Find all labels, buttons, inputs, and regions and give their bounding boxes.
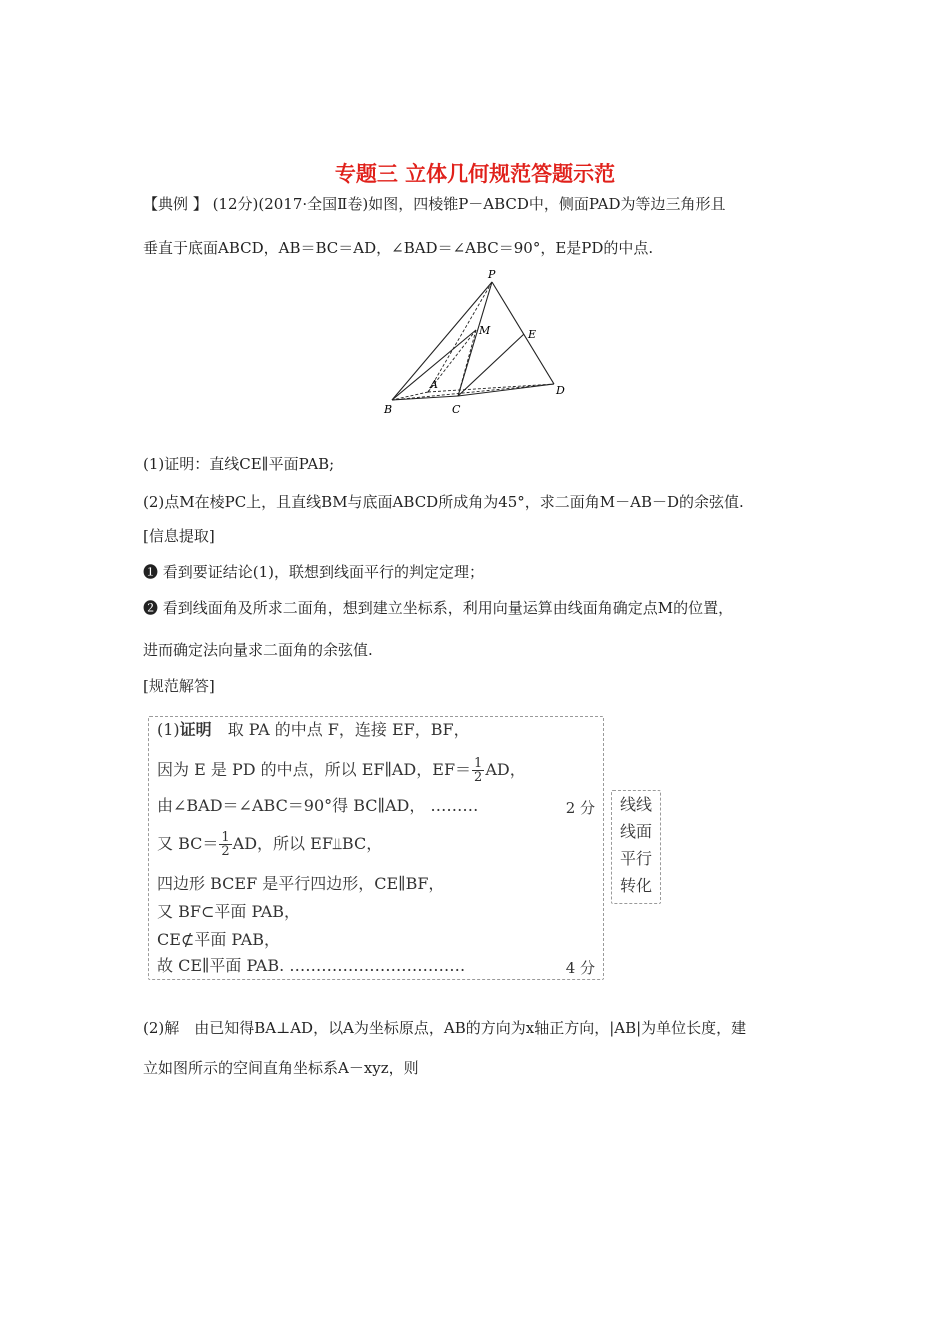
answer-line-6: 又 BF⊂平面 PAB， (157, 902, 301, 921)
fraction-half (472, 757, 484, 784)
example-tag: 【典例 】 (143, 195, 208, 213)
info-item-2b: 进而确定法向量求二面角的余弦值. (143, 641, 373, 659)
answer-line-3: 由∠BAD＝∠ABC＝90°得 BC∥AD， ……… (157, 796, 479, 815)
answer-line-4-text-a: 又 BC＝ (157, 834, 219, 853)
part2-line-2: 立如图所示的空间直角坐标系A－xyz，则 (143, 1059, 419, 1077)
answer-line-7: CE⊄平面 PAB， (157, 930, 281, 949)
answer-line-2 (157, 757, 526, 784)
info-heading: [信息提取] (143, 527, 215, 545)
intro-line-1 (143, 194, 726, 214)
intro-line-2: 垂直于底面ABCD，AB＝BC＝AD，∠BAD＝∠ABC＝90°，E是PD的中点. (143, 239, 654, 257)
label-B: B (384, 403, 393, 416)
label-A: A (430, 378, 438, 391)
answer-line-1-text: 取 PA 的中点 F，连接 EF，BF， (211, 720, 470, 739)
question-1: (1)证明：直线CE∥平面PAB; (143, 455, 335, 473)
fraction-denominator-2: 2 (221, 844, 230, 859)
side-note-2: 线面 (619, 822, 652, 841)
part-number: (1) (157, 720, 180, 739)
fraction-denominator: 2 (474, 770, 483, 785)
answer-line-2-text-a: 因为 E 是 PD 的中点，所以 EF∥AD，EF＝ (157, 760, 472, 779)
label-D: D (556, 384, 565, 397)
answer-line-4 (157, 831, 382, 858)
label-M: M (479, 324, 491, 337)
answer-line-4-text-b: AD，所以 EF⫫BC， (232, 834, 383, 853)
side-note-4: 转化 (619, 876, 652, 895)
label-E: E (528, 328, 537, 341)
part2-line-1: (2)解 由已知得BA⊥AD，以A为坐标原点，AB的方向为x轴正方向，|AB|为单位长度，建 (143, 1019, 747, 1037)
pyramid-figure (380, 268, 580, 418)
info-item-2a: ❷ 看到线面角及所求二面角，想到建立坐标系，利用向量运算由线面角确定点M的位置， (143, 599, 734, 617)
page-title: 专题三 立体几何规范答题示范 (334, 162, 616, 186)
question-2: (2)点M在棱PC上，且直线BM与底面ABCD所成角为45°，求二面角M－AB－D的余弦值. (143, 493, 744, 511)
label-P: P (488, 268, 496, 281)
solution-heading: [规范解答] (143, 677, 215, 695)
intro-text-1: (12分)(2017·全国Ⅱ卷)如图，四棱锥P－ABCD中，侧面PAD为等边三角形且 (212, 195, 726, 213)
fraction-numerator-2: 1 (221, 830, 230, 845)
answer-line-2-text-b: AD， (485, 760, 526, 779)
side-note-3: 平行 (619, 849, 652, 868)
score-2: 2 分 (565, 799, 595, 817)
info-item-1: ❶ 看到要证结论(1)，联想到线面平行的判定定理； (143, 563, 485, 581)
answer-line-8: 故 CE∥平面 PAB. …………………………… (157, 956, 466, 975)
side-note-1: 线线 (619, 795, 652, 814)
label-C: C (452, 403, 461, 416)
side-note-box (611, 790, 661, 904)
fraction-numerator: 1 (474, 756, 483, 771)
answer-box (148, 716, 604, 980)
fraction-half-2 (219, 831, 231, 858)
answer-line-5: 四边形 BCEF 是平行四边形，CE∥BF， (157, 874, 445, 893)
proof-keyword: 证明 (179, 720, 212, 739)
answer-line-1 (157, 719, 470, 741)
score-4: 4 分 (565, 959, 595, 977)
